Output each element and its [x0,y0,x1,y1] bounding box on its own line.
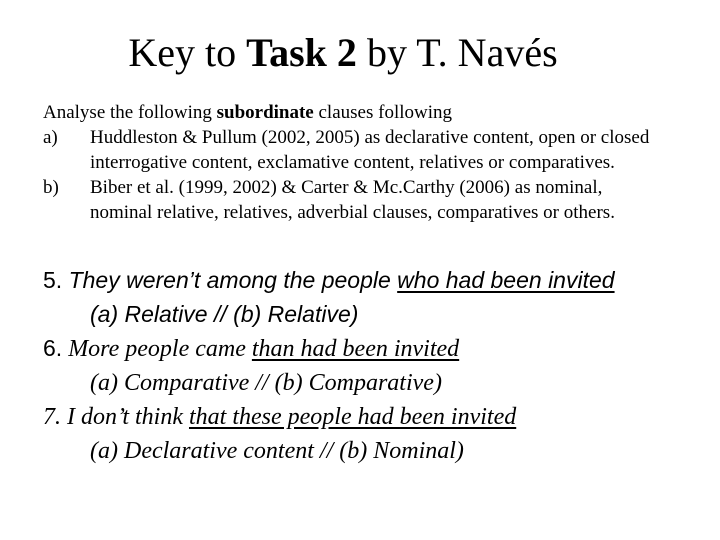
title-bold: Task 2 [246,30,357,75]
title-suffix: by T. Navés [356,30,558,75]
instruction-prefix: Analyse the following [43,102,217,123]
example-number: 6. [43,335,63,361]
instruction-suffix: clauses following [313,102,453,123]
instructions [43,100,713,225]
example-answer-5: (a) Relative // (b) Relative) [90,301,359,327]
underlined-clause: that these people had been invited [188,404,517,430]
underlined-clause: who had been invited [397,267,615,293]
example-sentence-6 [43,331,713,366]
example-sentence-7 [43,400,713,434]
item-text-line-2: nominal relative, relatives, adverbial clauses, comparatives or others. [90,202,615,223]
slide-title [0,28,686,78]
criteria-item-b [43,175,713,225]
item-text-line-2: interrogative content, exclamative content, relatives or comparatives. [90,152,615,173]
item-text-line-1: Huddleston & Pullum (2002, 2005) as declarative content, open or closed [90,127,650,148]
example-text: They weren’t among the people [62,267,398,293]
example-text: More people came [62,336,252,362]
instruction-bold: subordinate [216,102,314,123]
answer-key [43,263,713,468]
example-answer-6: (a) Comparative // (b) Comparative) [90,370,442,396]
criteria-item-a [43,125,713,175]
item-marker: b) [43,177,59,198]
example-sentence-5 [43,263,713,297]
underlined-clause: than had been invited [251,336,460,362]
instruction-line [43,100,713,125]
item-text-line-1: Biber et al. (1999, 2002) & Carter & Mc.Carthy (2006) as nominal, [90,177,603,198]
example-number: 7. [43,404,61,430]
item-marker: a) [43,127,58,148]
example-text: I don’t think [61,404,189,430]
title-prefix: Key to [128,30,247,75]
example-number: 5. [43,267,63,293]
example-answer-7: (a) Declarative content // (b) Nominal) [90,438,464,464]
